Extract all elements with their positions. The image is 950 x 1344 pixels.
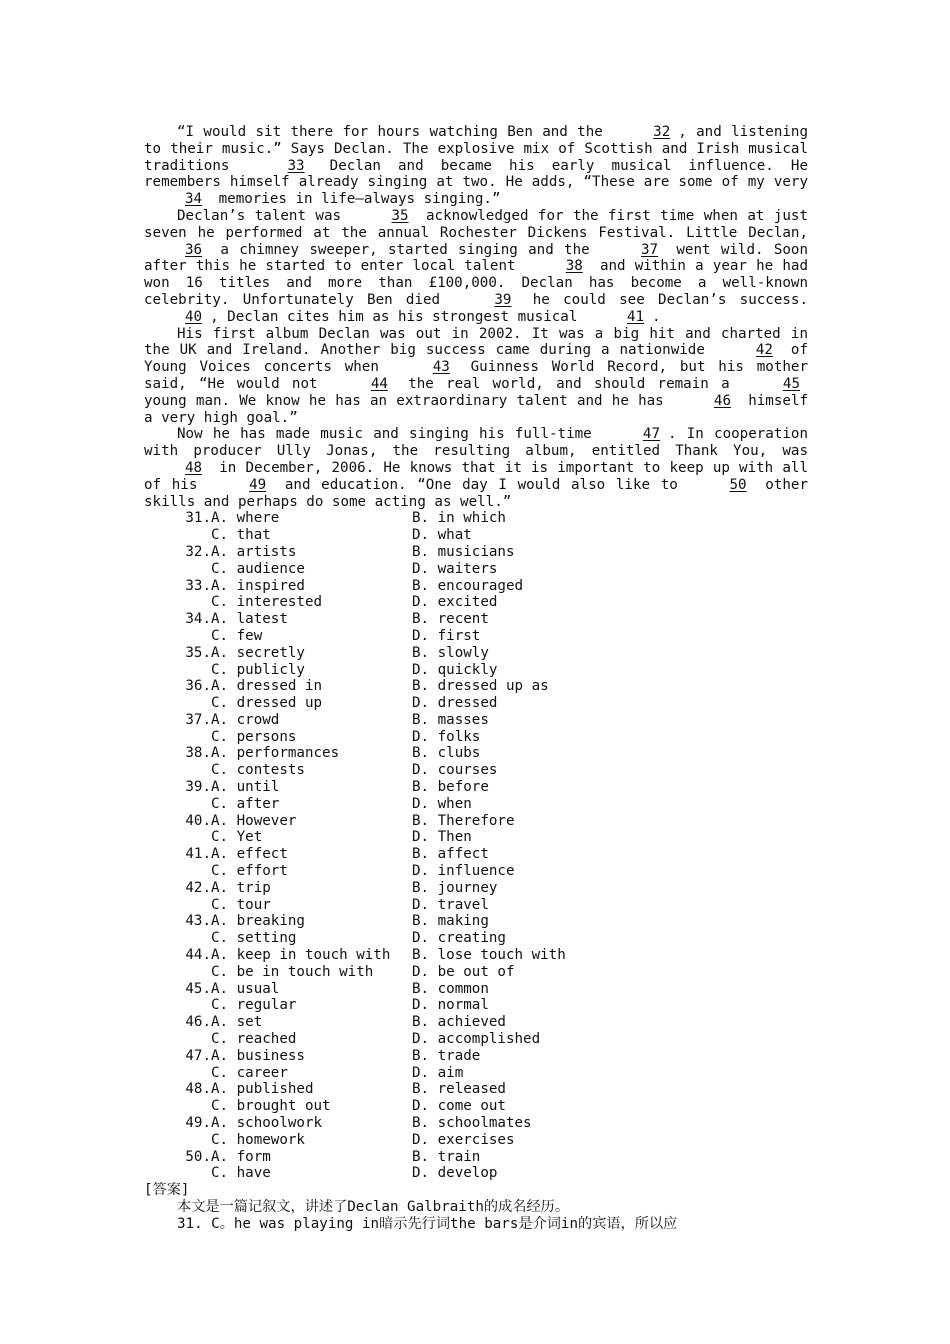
option-b: B. schoolmates <box>412 1115 532 1132</box>
blank-number: 49 <box>249 476 267 493</box>
question-number: 31. <box>185 510 211 527</box>
question-row-2 <box>144 930 808 947</box>
blank-number: 37 <box>640 241 659 258</box>
option-d: D. come out <box>412 1098 506 1115</box>
passage-text: a chimney sweeper, started singing and the <box>210 241 600 258</box>
answer-heading: [答案] <box>144 1182 190 1199</box>
passage-paragraph <box>144 208 808 326</box>
question-row-2 <box>144 1031 808 1048</box>
option-a: A. business <box>211 1047 305 1064</box>
question-spacer <box>144 662 211 679</box>
question-number: 50. <box>185 1148 211 1165</box>
question-spacer <box>144 964 211 981</box>
option-b: B. released <box>412 1081 506 1098</box>
question-spacer <box>144 897 211 914</box>
question-row-2 <box>144 729 808 746</box>
passage-text: himself a very high goal.” <box>144 392 808 426</box>
option-a: A. breaking <box>211 913 305 930</box>
option-d: D. aim <box>412 1064 464 1081</box>
question-spacer <box>144 1132 211 1149</box>
passage-text: young man. We know he has an extraordinary talent and he has <box>144 392 673 409</box>
option-a: A. schoolwork <box>211 1115 323 1132</box>
question-row <box>144 947 808 964</box>
blank-number: 48 <box>185 459 203 476</box>
question-spacer <box>144 863 211 880</box>
option-d: D. accomplished <box>412 1031 541 1048</box>
question-spacer <box>144 695 211 712</box>
question-number: 47. <box>185 1047 211 1064</box>
question-row <box>144 846 808 863</box>
option-a: A. form <box>211 1148 271 1165</box>
option-b: B. clubs <box>412 745 481 762</box>
option-b: B. achieved <box>412 1014 506 1031</box>
question-spacer <box>144 997 211 1014</box>
option-c: C. have <box>211 1165 271 1182</box>
passage-text: Declan and became his early musical influence. He remembers himself already singing at two. He adds, “These are some of my very <box>144 157 808 191</box>
option-a: A. latest <box>211 611 288 628</box>
question-number: 43. <box>185 913 211 930</box>
document-page <box>144 124 808 1233</box>
question-spacer <box>144 796 211 813</box>
passage-text: he could see Declan’s success. <box>519 291 808 308</box>
question-number: 35. <box>185 644 211 661</box>
option-a: A. artists <box>211 543 297 560</box>
option-c: C. effort <box>211 863 288 880</box>
question-number: 49. <box>185 1115 211 1132</box>
question-row <box>144 779 808 796</box>
option-d: D. normal <box>412 997 489 1014</box>
cloze-passage <box>144 124 808 510</box>
blank-number: 50 <box>729 476 747 493</box>
question-number: 34. <box>185 611 211 628</box>
option-c: C. contests <box>211 762 305 779</box>
option-d: D. Then <box>412 829 472 846</box>
question-row-2 <box>144 964 808 981</box>
passage-text: “I would sit there for hours watching Ben and the <box>177 124 613 140</box>
question-row <box>144 880 808 897</box>
blank-number: 46 <box>713 392 731 409</box>
question-row <box>144 1081 808 1098</box>
option-c: C. be in touch with <box>211 963 374 980</box>
option-a: A. However <box>211 812 297 829</box>
blank-number: 36 <box>185 241 203 258</box>
question-row-2 <box>144 628 808 645</box>
option-b: B. Therefore <box>412 812 515 829</box>
option-d: D. develop <box>412 1165 498 1182</box>
passage-text: , and listening to their music.” Says Declan. The explosive mix of Scottish and Irish musical traditions <box>144 124 808 174</box>
question-row <box>144 813 808 830</box>
option-d: D. creating <box>412 930 506 947</box>
question-spacer <box>144 762 211 779</box>
option-b: B. dressed up as <box>412 678 549 695</box>
option-b: B. making <box>412 913 489 930</box>
passage-text: His first album Declan was out in 2002. It was a big hit and charted in the UK and Ireland. Another big success came during a nationwide <box>144 325 808 359</box>
passage-text: . <box>652 308 661 325</box>
answer-summary: 本文是一篇记叙文，讲述了Declan Galbraith的成名经历。 <box>177 1199 570 1215</box>
question-number: 38. <box>185 745 211 762</box>
blank-number: 43 <box>432 359 450 376</box>
question-number: 33. <box>185 577 211 594</box>
option-a: A. usual <box>211 980 280 997</box>
passage-text: in December, 2006. He knows that it is important to keep up with all of his <box>144 459 808 493</box>
question-number: 32. <box>185 543 211 560</box>
blank-number: 34 <box>185 191 203 208</box>
question-row-2 <box>144 662 808 679</box>
passage-text: Guinness World Record, but his mother said, “He would not <box>144 359 808 392</box>
passage-text: Now he has made music and singing his full-time <box>177 426 602 443</box>
question-row <box>144 1115 808 1132</box>
question-row-2 <box>144 1065 808 1082</box>
question-row-2 <box>144 796 808 813</box>
question-row <box>144 745 808 762</box>
option-d: D. courses <box>412 762 498 779</box>
question-row-2 <box>144 863 808 880</box>
question-row <box>144 712 808 729</box>
question-number: 46. <box>185 1014 211 1031</box>
option-c: C. dressed up <box>211 695 323 712</box>
question-row <box>144 611 808 628</box>
passage-text: the real world, and should remain a <box>395 375 742 392</box>
passage-text: of Young Voices concerts when <box>144 342 808 376</box>
question-row-2 <box>144 997 808 1014</box>
blank-number: 32 <box>653 124 671 140</box>
question-number: 41. <box>185 846 211 863</box>
passage-paragraph <box>144 326 808 427</box>
option-d: D. be out of <box>412 963 515 980</box>
option-c: C. regular <box>211 997 297 1014</box>
option-d: D. excited <box>412 594 498 611</box>
question-row <box>144 678 808 695</box>
question-spacer <box>144 729 211 746</box>
passage-paragraph <box>144 124 808 208</box>
passage-paragraph <box>144 426 808 510</box>
blank-number: 42 <box>755 342 773 359</box>
question-row-2 <box>144 762 808 779</box>
question-number: 44. <box>185 947 211 964</box>
option-d: D. exercises <box>412 1131 515 1148</box>
option-d: D. waiters <box>412 560 498 577</box>
option-b: B. affect <box>412 846 489 863</box>
question-row <box>144 510 808 527</box>
question-row <box>144 544 808 561</box>
option-c: C. career <box>211 1064 288 1081</box>
option-b: B. in which <box>412 510 506 527</box>
question-spacer <box>144 628 211 645</box>
question-number: 40. <box>185 812 211 829</box>
question-row <box>144 913 808 930</box>
option-b: B. train <box>412 1148 481 1165</box>
option-c: C. publicly <box>211 661 305 678</box>
blank-number: 47 <box>642 426 661 443</box>
option-a: A. published <box>211 1081 314 1098</box>
blank-number: 38 <box>565 258 583 275</box>
option-c: C. audience <box>211 560 305 577</box>
option-c: C. that <box>211 527 271 544</box>
option-c: C. after <box>211 795 280 812</box>
option-a: A. crowd <box>211 711 280 728</box>
option-c: C. persons <box>211 728 297 745</box>
question-row-2 <box>144 594 808 611</box>
option-d: D. influence <box>412 863 515 880</box>
option-d: D. what <box>412 527 472 544</box>
passage-text: Declan’s talent was <box>177 207 351 224</box>
option-a: A. keep in touch with <box>211 947 391 964</box>
question-row-2 <box>144 897 808 914</box>
option-a: A. secretly <box>211 644 305 661</box>
question-row-2 <box>144 1098 808 1115</box>
passage-text: went wild. Soon after this he started to enter local talent <box>144 241 808 275</box>
question-number: 36. <box>185 678 211 695</box>
blank-number: 40 <box>185 308 203 325</box>
option-a: A. where <box>211 510 280 527</box>
option-a: A. performances <box>211 745 340 762</box>
option-b: B. slowly <box>412 644 489 661</box>
option-d: D. when <box>412 795 472 812</box>
passage-text: memories in life—always singing.” <box>210 191 501 208</box>
question-spacer <box>144 1031 211 1048</box>
blank-number: 33 <box>287 157 305 174</box>
option-b: B. before <box>412 779 489 796</box>
question-number: 42. <box>185 879 211 896</box>
question-row <box>144 1014 808 1031</box>
passage-text: . In cooperation with producer Ully Jonas, the resulting album, entitled Thank You, was <box>144 426 808 460</box>
passage-text: and education. “One day I would also like to <box>274 476 689 493</box>
option-b: B. journey <box>412 879 498 896</box>
option-c: C. brought out <box>211 1098 331 1115</box>
question-row <box>144 578 808 595</box>
answer-first-line: 31. C。he was playing in暗示先行词the bars是介词in的宾语，所以应 <box>177 1215 678 1232</box>
question-row-2 <box>144 829 808 846</box>
option-c: C. setting <box>211 930 297 947</box>
blank-number: 39 <box>494 291 512 308</box>
question-spacer <box>144 1098 211 1115</box>
passage-text: and within a year he had won 16 titles and more than £100,000. Declan has become a well-known celebrity. Unfortunately Ben died <box>144 258 808 308</box>
question-row-2 <box>144 1165 808 1182</box>
blank-number: 35 <box>391 207 409 224</box>
option-d: D. travel <box>412 896 489 913</box>
option-d: D. first <box>412 627 481 644</box>
option-b: B. musicians <box>412 543 515 560</box>
option-a: A. dressed in <box>211 678 323 695</box>
question-row-2 <box>144 561 808 578</box>
option-b: B. recent <box>412 611 489 628</box>
option-c: C. interested <box>211 594 323 611</box>
question-row-2 <box>144 527 808 544</box>
question-row <box>144 1149 808 1166</box>
question-spacer <box>144 930 211 947</box>
blank-number: 41 <box>626 308 645 325</box>
option-a: A. trip <box>211 879 271 896</box>
passage-text: , Declan cites him as his strongest musical <box>210 308 586 325</box>
option-a: A. effect <box>211 846 288 863</box>
question-spacer <box>144 1165 211 1182</box>
option-c: C. Yet <box>211 829 263 846</box>
question-spacer <box>144 829 211 846</box>
question-options <box>144 510 808 1182</box>
option-d: D. quickly <box>412 661 498 678</box>
question-number: 39. <box>185 779 211 796</box>
option-d: D. dressed <box>412 695 498 712</box>
option-c: C. homework <box>211 1131 305 1148</box>
question-number: 45. <box>185 980 211 997</box>
option-b: B. encouraged <box>412 577 524 594</box>
option-b: B. masses <box>412 711 489 728</box>
option-a: A. until <box>211 779 280 796</box>
question-row-2 <box>144 695 808 712</box>
question-row <box>144 645 808 662</box>
question-spacer <box>144 527 211 544</box>
option-c: C. few <box>211 627 263 644</box>
question-row-2 <box>144 1132 808 1149</box>
option-b: B. lose touch with <box>412 947 566 964</box>
option-d: D. folks <box>412 728 481 745</box>
question-spacer <box>144 594 211 611</box>
question-spacer <box>144 561 211 578</box>
question-row <box>144 1048 808 1065</box>
option-b: B. common <box>412 980 489 997</box>
option-c: C. reached <box>211 1031 297 1048</box>
blank-number: 44 <box>370 375 388 392</box>
blank-number: 45 <box>782 375 800 392</box>
passage-text: other skills and perhaps do some acting as well.” <box>144 476 809 510</box>
passage-text: acknowledged for the first time when at just seven he performed at the annual Rochester Dickens Festival. Little Declan, <box>144 207 808 241</box>
option-a: A. inspired <box>211 577 305 594</box>
question-number: 48. <box>185 1081 211 1098</box>
question-number: 37. <box>185 711 211 728</box>
question-row <box>144 981 808 998</box>
option-a: A. set <box>211 1014 263 1031</box>
option-c: C. tour <box>211 896 271 913</box>
question-spacer <box>144 1065 211 1082</box>
option-b: B. trade <box>412 1047 481 1064</box>
